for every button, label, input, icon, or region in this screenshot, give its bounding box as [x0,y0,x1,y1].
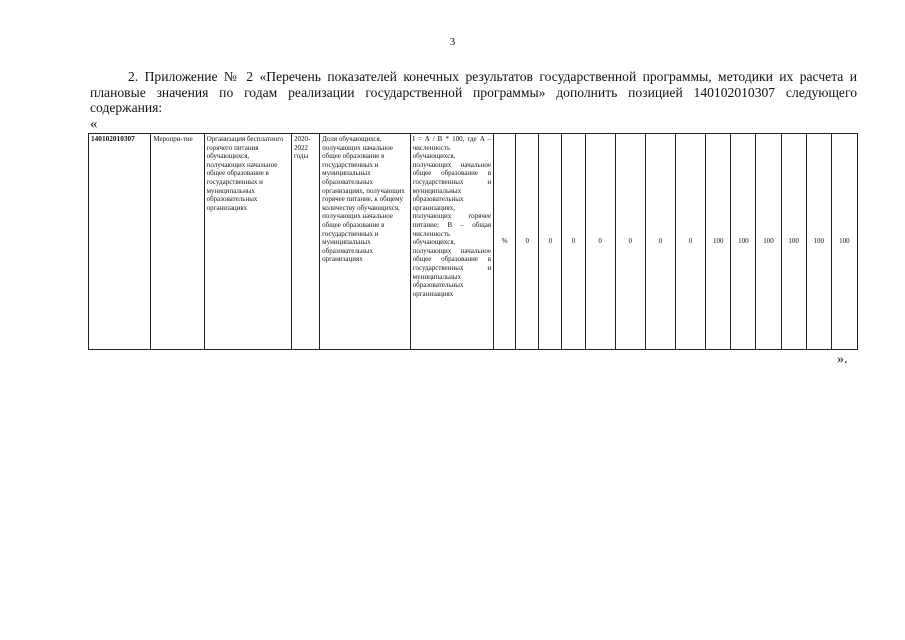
value-cell: 0 [615,134,645,350]
value-cell: 100 [806,134,831,350]
position-code: 140102010307 [89,134,151,350]
closing-quote: ». [837,352,848,367]
value-cell: 100 [731,134,756,350]
value-cell: 0 [585,134,615,350]
value-cell: 100 [706,134,731,350]
value-cell: 0 [675,134,705,350]
value-cell: 100 [781,134,806,350]
calculation-method: I = A / B * 100, где A – численность обучающихся, получающих начальное общее образование в государственных и муниципальных образовательных организациях, получающих горячее питание; B – общая численность обучающихся, получающих начальное общее образование в государственных и муниципальных образовательных организациях [410,134,493,350]
position-name: Организация бесплатного горячего питания обучающихся, получающих начальное общее образование в государственных и муниципальных образовательных организациях [204,134,291,350]
value-cell: 0 [539,134,562,350]
intro-paragraph: 2. Приложение № 2 «Перечень показателей конечных результатов государственной программы, методики их расчета и плановые значения по годам реализации государственной программы» дополнить позицией 140102010307 следующего содержания: [90,69,857,115]
position-table [88,133,858,350]
indicator-name: Доля обучающихся, получающих начальное общее образование в государственных и муниципальных образовательных организациях, получающих горячее питание, к общему количеству обучающихся, получающих начальное общее образование в государственных и муниципальных образовательных организациях [320,134,410,350]
page-number: 3 [449,36,456,48]
unit-cell: % [494,134,516,350]
value-cell: 100 [756,134,781,350]
position-type: Меропри-тие [151,134,204,350]
value-cell: 0 [562,134,585,350]
value-cell: 100 [831,134,857,350]
table-row [89,134,858,350]
position-period: 2020-2022 годы [292,134,320,350]
opening-quote: « [90,116,98,132]
value-cell: 0 [645,134,675,350]
value-cell: 0 [516,134,539,350]
